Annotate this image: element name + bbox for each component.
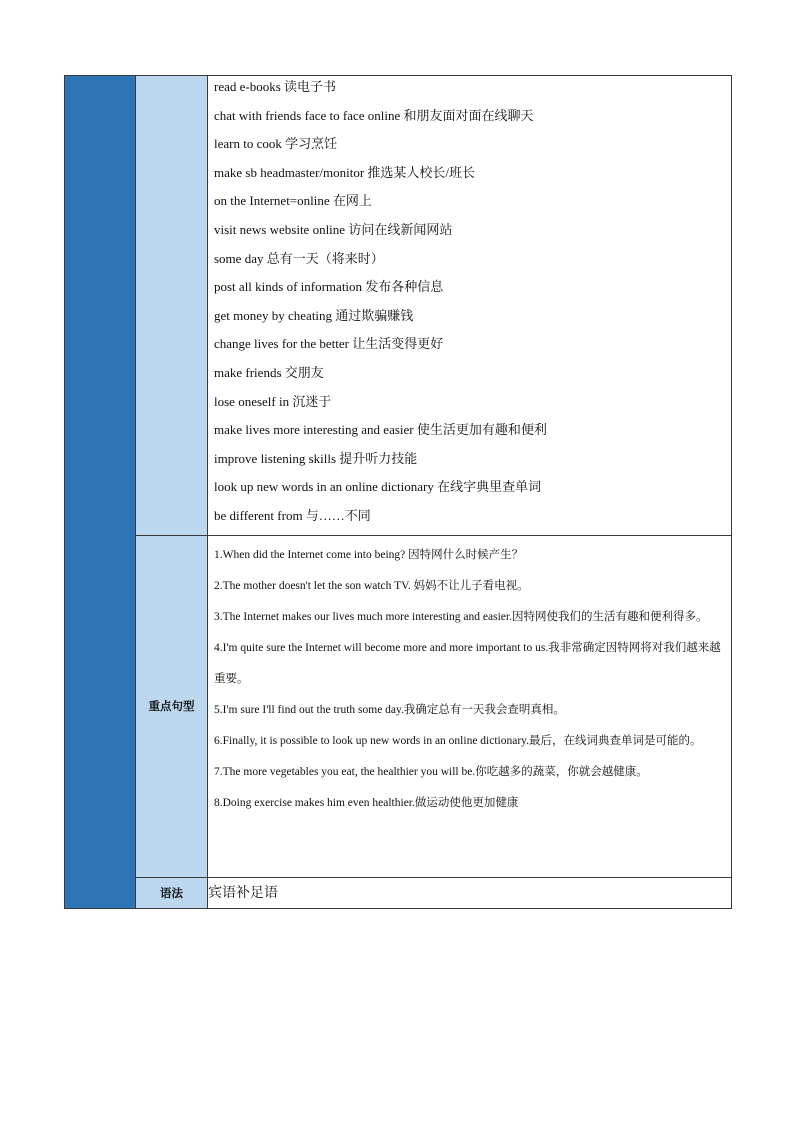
phrase-item: make lives more interesting and easier 使生活更加有趣和便利 xyxy=(214,422,547,438)
vocabulary-row xyxy=(65,76,732,536)
phrase-item: post all kinds of information 发布各种信息 xyxy=(214,279,444,295)
phrase-item: improve listening skills 提升听力技能 xyxy=(214,450,418,466)
vocabulary-label-cell xyxy=(136,76,208,536)
sentence-item: 4.I'm quite sure the Internet will become more and more important to us.我非常确定因特网将对我们越来越重要。 xyxy=(214,641,721,685)
sentence-item: 1.When did the Internet come into being? 因特网什么时候产生？ xyxy=(214,548,524,561)
phrase-item: make friends 交朋友 xyxy=(214,364,324,380)
sentence-item: 2.The mother doesn't let the son watch TV. 妈妈不让儿子看电视。 xyxy=(214,579,529,592)
sentence-item: 3.The Internet makes our lives much more interesting and easier.因特网使我们的生活有趣和便利得多。 xyxy=(214,610,708,623)
study-notes-table xyxy=(64,75,732,909)
grammar-row xyxy=(65,877,732,908)
phrase-item: on the Internet=online 在网上 xyxy=(214,193,372,209)
phrase-item: chat with friends face to face online 和朋友面对面在线聊天 xyxy=(214,107,534,123)
sentence-item: 6.Finally, it is possible to look up new words in an online dictionary.最后，在线词典查单词是可能的。 xyxy=(214,734,702,747)
phrase-list xyxy=(208,76,731,535)
grammar-content: 宾语补足语 xyxy=(208,877,732,908)
key-sentences-content-cell xyxy=(208,535,732,877)
phrase-item: learn to cook 学习烹饪 xyxy=(214,136,338,152)
phrase-item: get money by cheating 通过欺骗赚钱 xyxy=(214,307,414,323)
phrase-item: lose oneself in 沉迷于 xyxy=(214,393,332,409)
phrase-item: change lives for the better 让生活变得更好 xyxy=(214,336,444,352)
phrase-item: read e-books 读电子书 xyxy=(214,79,337,94)
phrase-item: visit news website online 访问在线新闻网站 xyxy=(214,221,453,237)
phrase-item: make sb headmaster/monitor 推选某人校长/班长 xyxy=(214,164,476,180)
vocabulary-content-cell xyxy=(208,76,732,536)
phrase-item: some day 总有一天（将来时） xyxy=(214,250,384,266)
sentence-list xyxy=(208,536,731,821)
sentence-item: 7.The more vegetables you eat, the healthier you will be.你吃越多的蔬菜，你就会越健康。 xyxy=(214,765,648,778)
grammar-label: 语法 xyxy=(136,877,208,908)
sentence-item: 5.I'm sure I'll find out the truth some day.我确定总有一天我会查明真相。 xyxy=(214,703,565,716)
key-sentences-label: 重点句型 xyxy=(136,535,208,877)
phrase-item: look up new words in an online dictionary 在线字典里查单词 xyxy=(214,479,542,495)
phrase-item: be different from 与……不同 xyxy=(214,507,371,523)
sentence-item: 8.Doing exercise makes him even healthier.做运动使他更加健康 xyxy=(214,796,519,809)
section-color-bar xyxy=(65,76,136,909)
key-sentences-row xyxy=(65,535,732,877)
